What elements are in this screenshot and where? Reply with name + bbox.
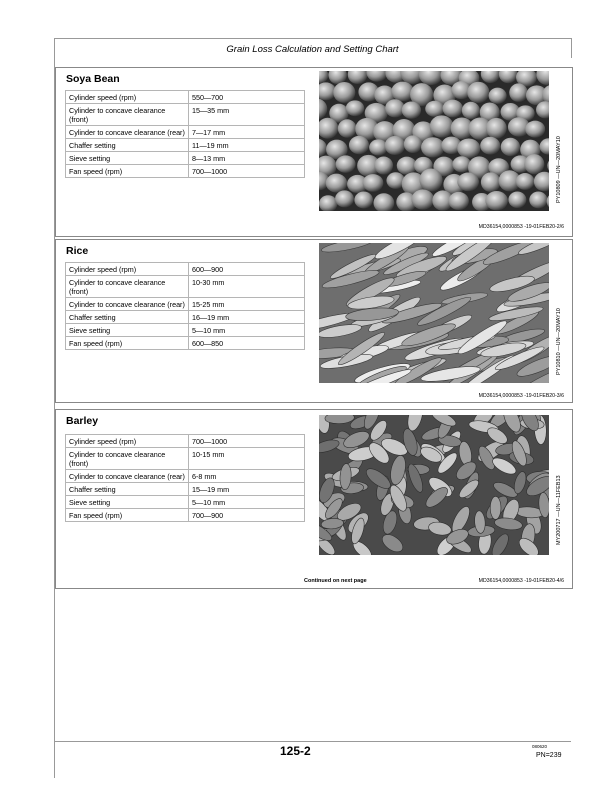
page-header-title: Grain Loss Calculation and Setting Chart	[226, 44, 399, 55]
table-row	[66, 91, 305, 104]
param-cell: Sieve setting	[66, 496, 189, 509]
footer-divider	[54, 741, 571, 742]
param-cell: Cylinder speed (rpm)	[66, 263, 189, 276]
section-soya-bean	[55, 67, 573, 237]
value-cell: 700—1000	[189, 165, 305, 178]
image-code: PY10810 —UN—20MAY10	[556, 308, 562, 375]
footer-date: 080620	[532, 744, 548, 749]
table-row	[66, 298, 305, 311]
param-cell: Cylinder to concave clearance (front)	[66, 104, 189, 126]
param-cell: Sieve setting	[66, 152, 189, 165]
image-code: PY10809 —UN—20MAY10	[556, 136, 562, 203]
value-cell: 10-30 mm	[189, 276, 305, 298]
table-row	[66, 324, 305, 337]
settings-table	[65, 262, 305, 350]
section-title: Rice	[66, 245, 89, 257]
value-cell: 15—35 mm	[189, 104, 305, 126]
table-row	[66, 139, 305, 152]
value-cell: 7—17 mm	[189, 126, 305, 139]
value-cell: 11—19 mm	[189, 139, 305, 152]
value-cell: 700—900	[189, 509, 305, 522]
value-cell: 5—10 mm	[189, 324, 305, 337]
section-barley	[55, 409, 573, 589]
value-cell: 600—850	[189, 337, 305, 350]
param-cell: Cylinder to concave clearance (rear)	[66, 298, 189, 311]
page-number: 125-2	[280, 744, 311, 758]
value-cell: 700—1000	[189, 435, 305, 448]
param-cell: Chaffer setting	[66, 311, 189, 324]
table-row	[66, 496, 305, 509]
table-row	[66, 152, 305, 165]
value-cell: 15—19 mm	[189, 483, 305, 496]
param-cell: Fan speed (rpm)	[66, 165, 189, 178]
param-cell: Chaffer setting	[66, 139, 189, 152]
settings-table	[65, 90, 305, 178]
table-row	[66, 311, 305, 324]
barley-photo	[319, 415, 549, 555]
value-cell: 6-8 mm	[189, 470, 305, 483]
soya-bean-photo	[319, 71, 549, 211]
param-cell: Fan speed (rpm)	[66, 509, 189, 522]
value-cell: 5—10 mm	[189, 496, 305, 509]
param-cell: Cylinder speed (rpm)	[66, 435, 189, 448]
reference-code: MD36154,0000853 -19-01FEB20-2/6	[478, 224, 564, 230]
value-cell: 10-15 mm	[189, 448, 305, 470]
footer-pn: PN=239	[536, 752, 562, 759]
value-cell: 550—700	[189, 91, 305, 104]
rice-photo	[319, 243, 549, 383]
table-row	[66, 435, 305, 448]
param-cell: Cylinder speed (rpm)	[66, 91, 189, 104]
value-cell: 8—13 mm	[189, 152, 305, 165]
table-row	[66, 104, 305, 126]
section-title: Soya Bean	[66, 73, 120, 85]
value-cell: 15-25 mm	[189, 298, 305, 311]
param-cell: Cylinder to concave clearance (rear)	[66, 126, 189, 139]
reference-code: MD36154,0000853 -19-01FEB20-4/6	[478, 578, 564, 584]
table-row	[66, 276, 305, 298]
param-cell: Cylinder to concave clearance (rear)	[66, 470, 189, 483]
table-row	[66, 165, 305, 178]
page-border-top	[54, 38, 571, 39]
settings-table	[65, 434, 305, 522]
section-title: Barley	[66, 415, 99, 427]
table-row	[66, 483, 305, 496]
continued-note: Continued on next page	[304, 578, 367, 584]
reference-code: MD36154,0000853 -19-01FEB20-3/6	[478, 393, 564, 399]
table-row	[66, 509, 305, 522]
table-row	[66, 470, 305, 483]
table-row	[66, 126, 305, 139]
value-cell: 16—19 mm	[189, 311, 305, 324]
param-cell: Chaffer setting	[66, 483, 189, 496]
param-cell: Cylinder to concave clearance (front)	[66, 276, 189, 298]
param-cell: Sieve setting	[66, 324, 189, 337]
section-rice	[55, 239, 573, 403]
value-cell: 600—900	[189, 263, 305, 276]
table-row	[66, 263, 305, 276]
table-row	[66, 337, 305, 350]
table-row	[66, 448, 305, 470]
param-cell: Cylinder to concave clearance (front)	[66, 448, 189, 470]
param-cell: Fan speed (rpm)	[66, 337, 189, 350]
image-code: MY200717 —UN—11FEB13	[556, 475, 562, 545]
page-border-right	[571, 38, 572, 58]
